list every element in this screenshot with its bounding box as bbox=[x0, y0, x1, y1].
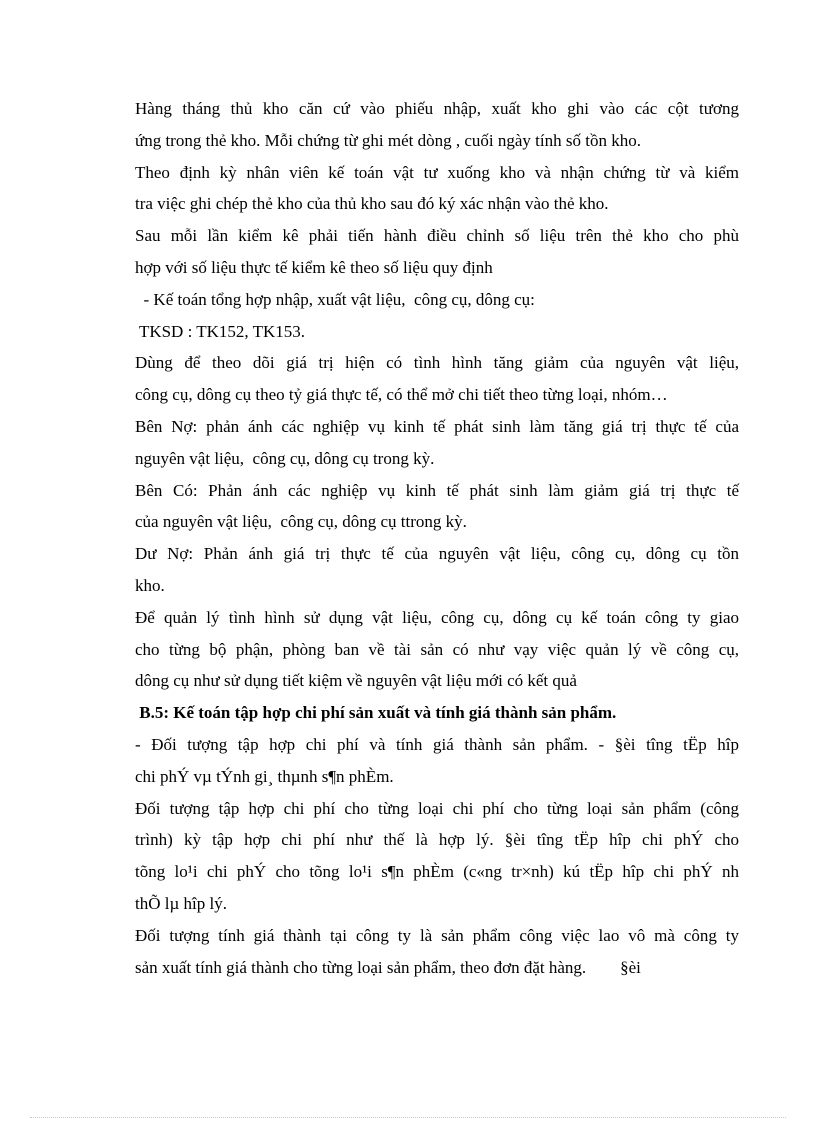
text-line-25: tõng lo¹i chi phÝ cho tõng lo¹i s¶n phÈm (c«ng tr×nh) kú tËp hîp chi phÝ nh bbox=[135, 862, 739, 882]
text-line-2: ứng trong thẻ kho. Mỗi chứng từ ghi mét dòng , cuối ngày tính số tồn kho. bbox=[135, 130, 641, 150]
text-line-17: Để quản lý tình hình sử dụng vật liệu, công cụ, dông cụ kế toán công ty giao bbox=[135, 607, 739, 627]
text-line-15: Dư Nợ: Phản ánh giá trị thực tế của nguyên vật liệu, công cụ, dông cụ tồn bbox=[135, 544, 739, 564]
text-line-13: Bên Có: Phản ánh các nghiệp vụ kinh tế phát sinh làm giảm giá trị thực tế bbox=[135, 480, 739, 500]
text-line-8: TKSD : TK152, TK153. bbox=[135, 321, 306, 341]
text-line-10: công cụ, dông cụ theo tỷ giá thực tế, có thể mở chi tiết theo từng loại, nhóm… bbox=[135, 385, 668, 405]
page-bottom-divider bbox=[30, 1117, 786, 1118]
text-line-23: Đối tượng tập hợp chi phí cho từng loại chi phí cho từng loại sản phẩm (công bbox=[135, 798, 739, 818]
section-heading-b5: B.5: Kế toán tập hợp chi phí sản xuất và tính giá thành sản phẩm. bbox=[135, 703, 617, 723]
text-line-3: Theo định kỳ nhân viên kế toán vật tư xuống kho và nhận chứng từ và kiểm bbox=[135, 162, 739, 182]
text-line-24: trình) kỳ tập hợp chi phí như thế là hợp lý. §èi tîng tËp hîp chi phÝ cho bbox=[135, 830, 739, 850]
text-line-9: Dùng để theo dõi giá trị hiện có tình hình tăng giảm của nguyên vật liệu, bbox=[135, 353, 739, 373]
text-line-6: hợp với số liệu thực tế kiểm kê theo số liệu quy định bbox=[135, 257, 493, 277]
text-line-22: chi phÝ vµ tÝnh gi¸ thµnh s¶n phÈm. bbox=[135, 766, 394, 786]
text-line-7: - Kế toán tổng hợp nhập, xuất vật liệu, công cụ, dông cụ: bbox=[135, 289, 535, 309]
text-line-11: Bên Nợ: phản ánh các nghiệp vụ kinh tế phát sinh làm tăng giá trị thực tế của bbox=[135, 416, 739, 436]
text-line-26: thÕ lµ hîp lý. bbox=[135, 893, 227, 913]
text-line-16: kho. bbox=[135, 575, 165, 595]
text-line-4: tra việc ghi chép thẻ kho của thủ kho sau đó ký xác nhận vào thẻ kho. bbox=[135, 194, 609, 214]
text-line-28: sản xuất tính giá thành cho từng loại sản phẩm, theo đơn đặt hàng. §èi bbox=[135, 957, 641, 977]
text-line-27: Đối tượng tính giá thành tại công ty là sản phẩm công việc lao vô mà công ty bbox=[135, 925, 739, 945]
text-line-1: Hàng tháng thủ kho căn cứ vào phiếu nhập, xuất kho ghi vào các cột tương bbox=[135, 99, 739, 118]
text-line-19: dông cụ như sử dụng tiết kiệm về nguyên vật liệu mới có kết quả bbox=[135, 671, 577, 691]
text-line-21: - Đối tượng tập hợp chi phí và tính giá thành sản phẩm. - §èi tîng tËp hîp bbox=[135, 734, 739, 754]
text-line-5: Sau mỗi lần kiểm kê phải tiến hành điều chỉnh số liệu trên thẻ kho cho phù bbox=[135, 226, 739, 246]
text-line-12: nguyên vật liệu, công cụ, dông cụ trong kỳ. bbox=[135, 448, 435, 468]
text-line-18: cho từng bộ phận, phòng ban về tài sản có như vạy việc quản lý về công cụ, bbox=[135, 639, 739, 659]
document-page bbox=[135, 93, 739, 983]
text-line-14: của nguyên vật liệu, công cụ, dông cụ ttrong kỳ. bbox=[135, 512, 467, 532]
